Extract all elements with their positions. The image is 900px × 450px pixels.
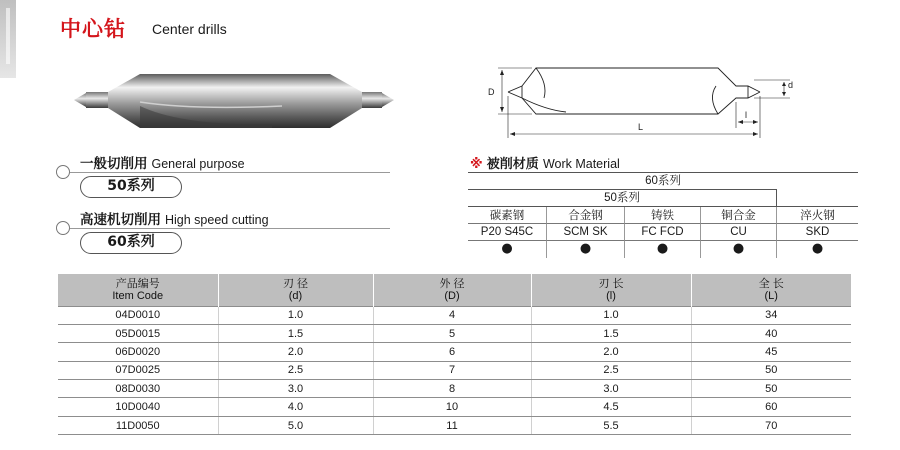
cell-item-code: 11D0050: [58, 416, 218, 434]
cell-D: 10: [373, 398, 531, 416]
table-row: [58, 380, 851, 398]
high-speed-cn: 高速机切削用: [80, 212, 161, 228]
cell-l: 2.5: [531, 361, 691, 379]
applicable-dot-icon: ●: [700, 241, 776, 258]
side-strip: [0, 0, 16, 78]
cell-l: 1.0: [531, 306, 691, 324]
cell-l: 1.5: [531, 324, 691, 342]
cell-D: 6: [373, 343, 531, 361]
cell-d: 4.0: [218, 398, 373, 416]
table-row: [58, 324, 851, 342]
label-L: L: [638, 122, 644, 132]
circle-bullet-icon: [56, 165, 70, 179]
divider: [776, 189, 777, 206]
cell-d: 2.5: [218, 361, 373, 379]
cell-d: 2.0: [218, 343, 373, 361]
cell-d: 1.5: [218, 324, 373, 342]
cell-item-code: 05D0015: [58, 324, 218, 342]
cell-D: 11: [373, 416, 531, 434]
cell-L: 60: [691, 398, 851, 416]
header-cutting-length: 刃 长 (l): [531, 274, 691, 306]
cell-item-code: 10D0040: [58, 398, 218, 416]
header-outer-dia: 外 径 (D): [373, 274, 531, 306]
material-grade: SCM SK: [546, 224, 624, 241]
material-name: 碳素钢: [468, 207, 546, 224]
general-purpose-heading: [80, 152, 245, 172]
divider: [70, 172, 390, 173]
series-50-badge: 50系列: [80, 176, 182, 198]
cell-item-code: 06D0020: [58, 343, 218, 361]
high-speed-heading: [80, 208, 269, 228]
work-material-cn: 被削材质: [486, 157, 539, 172]
cell-l: 5.5: [531, 416, 691, 434]
cell-d: 1.0: [218, 306, 373, 324]
label-D: D: [488, 87, 495, 97]
material-name: 铸铁: [624, 207, 700, 224]
cell-D: 5: [373, 324, 531, 342]
label-d: d: [788, 80, 794, 90]
divider: [70, 228, 390, 229]
general-purpose-en: General purpose: [151, 157, 245, 171]
center-drill-photo: [72, 66, 402, 138]
cell-D: 4: [373, 306, 531, 324]
series-60-badge: 60系列: [80, 232, 182, 254]
high-speed-en: High speed cutting: [164, 213, 269, 227]
cell-d: 5.0: [218, 416, 373, 434]
material-grade: P20 S45C: [468, 224, 546, 241]
table-row: [58, 343, 851, 361]
table-row: [58, 361, 851, 379]
header-item-code: 产品编号 Item Code: [58, 274, 218, 306]
cell-d: 3.0: [218, 380, 373, 398]
watermark-icon: [3, 6, 13, 66]
purpose-section: [56, 156, 456, 254]
cell-L: 50: [691, 361, 851, 379]
page-title-en: Center drills: [152, 21, 227, 37]
series-60-header: 60系列: [468, 172, 858, 189]
cell-item-code: 08D0030: [58, 380, 218, 398]
spec-table: [58, 274, 851, 435]
circle-bullet-icon: [56, 221, 70, 235]
cell-l: 2.0: [531, 343, 691, 361]
dimension-diagram: [486, 58, 798, 150]
material-name: 铜合金: [700, 207, 776, 224]
material-name: 合金钢: [546, 207, 624, 224]
applicable-dot-icon: ●: [624, 241, 700, 258]
cell-L: 45: [691, 343, 851, 361]
label-l: l: [745, 110, 747, 120]
cell-L: 50: [691, 380, 851, 398]
cell-l: 3.0: [531, 380, 691, 398]
cell-L: 34: [691, 306, 851, 324]
material-grid: [468, 206, 858, 258]
material-grade: FC FCD: [624, 224, 700, 241]
applicable-dot-icon: ●: [776, 241, 858, 258]
cell-L: 40: [691, 324, 851, 342]
table-row: [58, 416, 851, 434]
note-mark: ※: [470, 157, 483, 172]
page-title: 中心钻: [60, 17, 126, 41]
cell-l: 4.5: [531, 398, 691, 416]
applicable-dot-icon: ●: [546, 241, 624, 258]
cell-item-code: 04D0010: [58, 306, 218, 324]
work-material-title: [470, 153, 620, 172]
table-row: [58, 306, 851, 324]
applicable-dot-icon: ●: [501, 241, 513, 256]
material-grade: CU: [700, 224, 776, 241]
cell-item-code: 07D0025: [58, 361, 218, 379]
cell-D: 8: [373, 380, 531, 398]
header-overall-length: 全 长 (L): [758, 277, 784, 302]
cell-L: 70: [691, 416, 851, 434]
cell-D: 7: [373, 361, 531, 379]
material-name: 淬火钢: [776, 207, 858, 224]
series-50-header: 50系列: [468, 189, 776, 206]
header-cutting-dia: 刃 径 (d): [218, 274, 373, 306]
table-row: [58, 398, 851, 416]
work-material-en: Work Material: [542, 157, 620, 171]
material-grade: SKD: [776, 224, 858, 241]
general-purpose-cn: 一般切削用: [80, 156, 148, 172]
table-header-row: [58, 274, 851, 306]
